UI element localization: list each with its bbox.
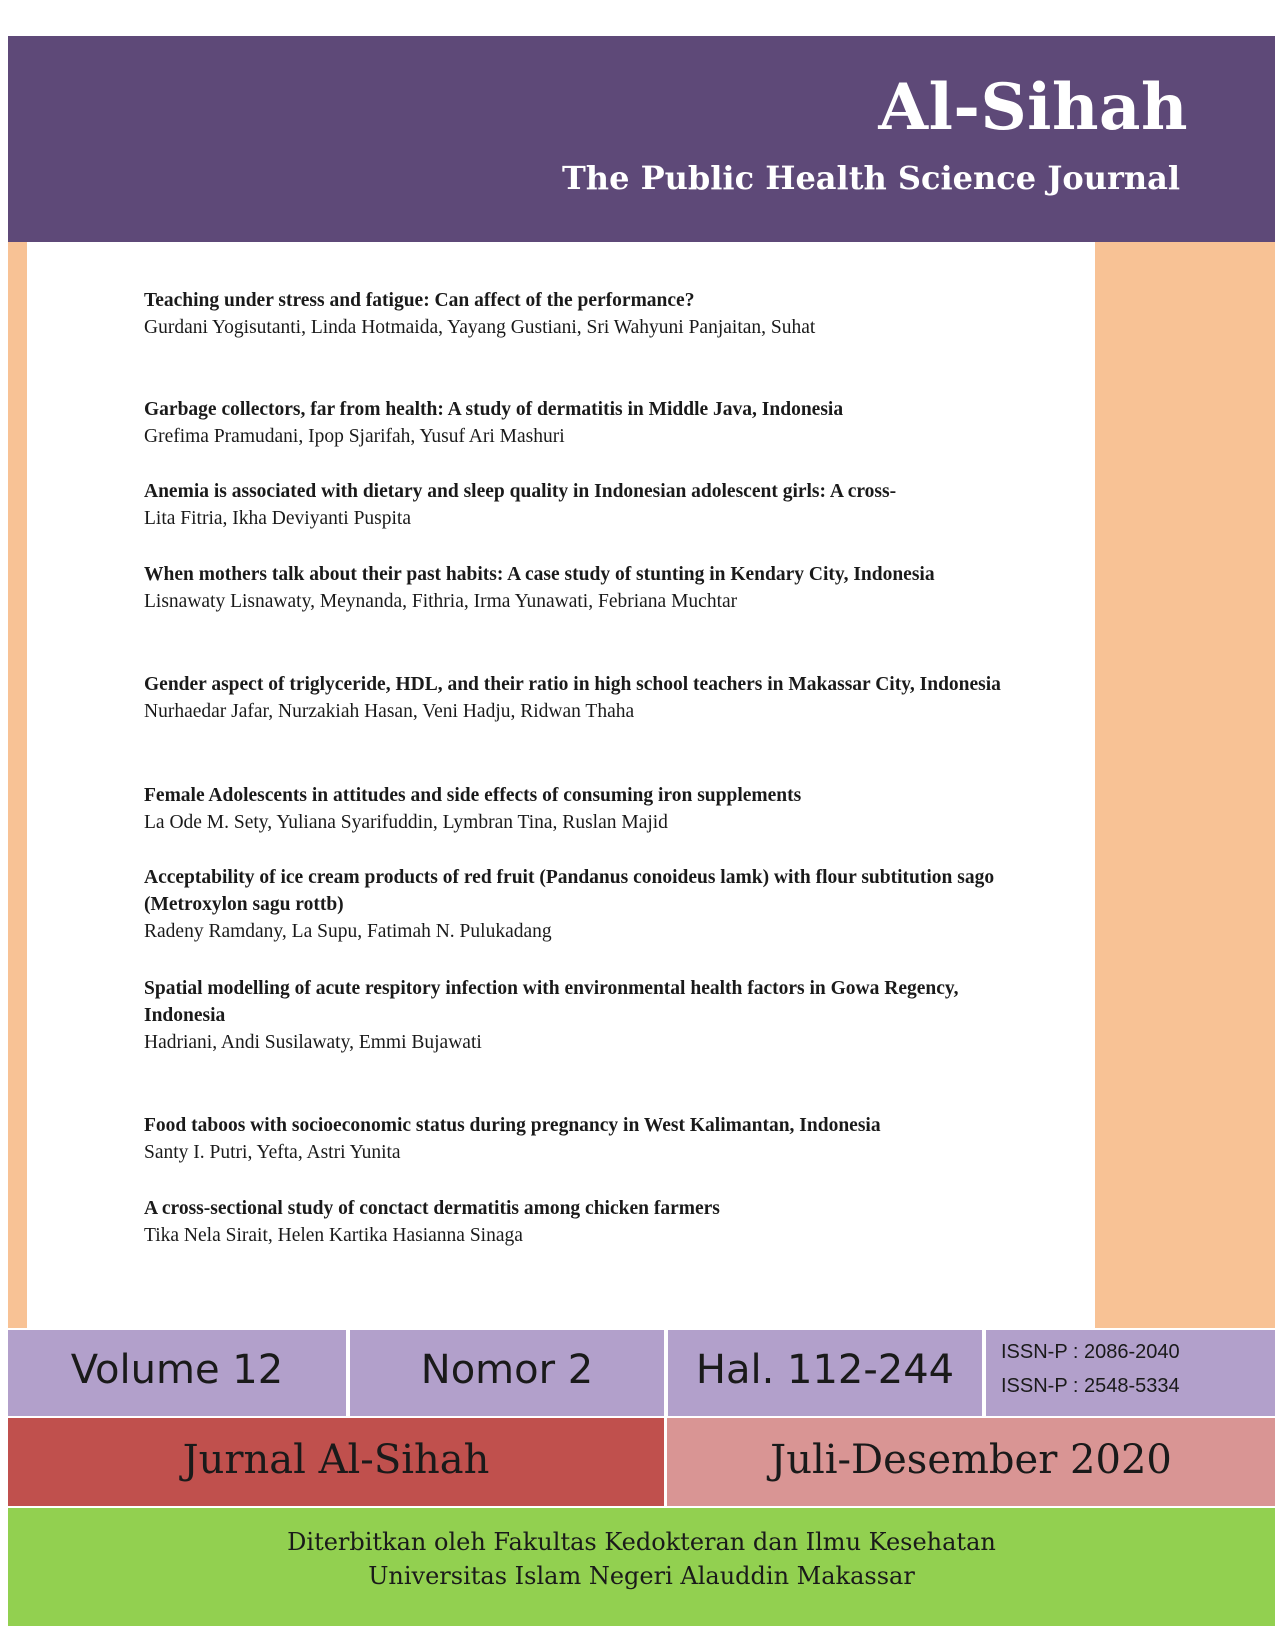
article-title: Female Adolescents in attitudes and side effects of consuming iron supplements [144, 785, 802, 806]
article-item [144, 975, 1044, 1056]
article-item [144, 287, 1044, 341]
publication-period: Juli-Desember 2020 [770, 1437, 1172, 1483]
article-item [144, 1112, 1044, 1166]
left-decorative-strip [8, 242, 27, 1328]
article-title: Anemia is associated with dietary and sleep quality in Indonesian adolescent girls: A cross- [144, 481, 897, 502]
article-item [144, 864, 1044, 945]
article-authors: La Ode M. Sety, Yuliana Syarifuddin, Lymbran Tina, Ruslan Majid [144, 812, 668, 833]
article-authors: Grefima Pramudani, Ipop Sjarifah, Yusuf Ari Mashuri [144, 426, 565, 447]
publisher-line-2: Universitas Islam Negeri Alauddin Makassar [368, 1562, 915, 1590]
article-item [144, 478, 1044, 532]
journal-name: Jurnal Al-Sihah [182, 1437, 490, 1483]
journal-header [8, 36, 1275, 242]
article-authors: Lisnawaty Lisnawaty, Meynanda, Fithria, Irma Yunawati, Febriana Muchtar [144, 591, 738, 612]
article-authors: Lita Fitria, Ikha Deviyanti Puspita [144, 508, 411, 529]
article-authors: Gurdani Yogisutanti, Linda Hotmaida, Yayang Gustiani, Sri Wahyuni Panjaitan, Suhat [144, 317, 816, 338]
article-item [144, 671, 1044, 725]
volume-cell [8, 1330, 346, 1416]
journal-subtitle: The Public Health Science Journal [561, 159, 1180, 197]
article-item [144, 396, 1044, 450]
pages-cell [668, 1330, 982, 1416]
article-title: Spatial modelling of acute respitory infection with environmental health factors in Gowa Regency, Indonesia [144, 978, 959, 1026]
article-title: Food taboos with socioeconomic status during pregnancy in West Kalimantan, Indonesia [144, 1115, 881, 1136]
article-item [144, 1195, 1044, 1249]
article-title: Acceptability of ice cream products of red fruit (Pandanus conoideus lamk) with flour subtitution sago (Metroxylon sagu rottb) [144, 867, 995, 915]
article-authors: Hadriani, Andi Susilawaty, Emmi Bujawati [144, 1032, 482, 1053]
article-title: Garbage collectors, far from health: A study of dermatitis in Middle Java, Indonesia [144, 399, 844, 420]
article-authors: Santy I. Putri, Yefta, Astri Yunita [144, 1142, 401, 1163]
journal-name-band [8, 1418, 664, 1506]
publisher-footer [8, 1508, 1275, 1626]
article-title: Teaching under stress and fatigue: Can affect of the performance? [144, 290, 695, 311]
right-decorative-strip [1095, 242, 1275, 1328]
article-item [144, 782, 1044, 836]
number-cell [350, 1330, 664, 1416]
article-authors: Radeny Ramdany, La Supu, Fatimah N. Pulukadang [144, 921, 552, 942]
article-title: A cross-sectional study of conctact dermatitis among chicken farmers [144, 1198, 720, 1219]
article-item [144, 561, 1044, 615]
period-band [667, 1418, 1275, 1506]
issn-online: ISSN-P : 2548-5334 [1001, 1375, 1180, 1397]
article-title: When mothers talk about their past habits: A case study of stunting in Kendary City, Indonesia [144, 564, 935, 585]
issn-cell [986, 1330, 1275, 1416]
pages-label: Hal. 112-244 [695, 1347, 955, 1393]
article-authors: Nurhaedar Jafar, Nurzakiah Hasan, Veni Hadju, Ridwan Thaha [144, 701, 635, 722]
issn-print: ISSN-P : 2086-2040 [1001, 1341, 1180, 1363]
volume-label: Volume 12 [70, 1347, 284, 1393]
number-label: Nomor 2 [420, 1347, 594, 1393]
article-title: Gender aspect of triglyceride, HDL, and their ratio in high school teachers in Makassar City, Indonesia [144, 674, 1001, 695]
article-authors: Tika Nela Sirait, Helen Kartika Hasianna Sinaga [144, 1225, 523, 1246]
journal-title: Al-Sihah [878, 70, 1188, 145]
publisher-line-1: Diterbitkan oleh Fakultas Kedokteran dan Ilmu Kesehatan [287, 1528, 996, 1556]
